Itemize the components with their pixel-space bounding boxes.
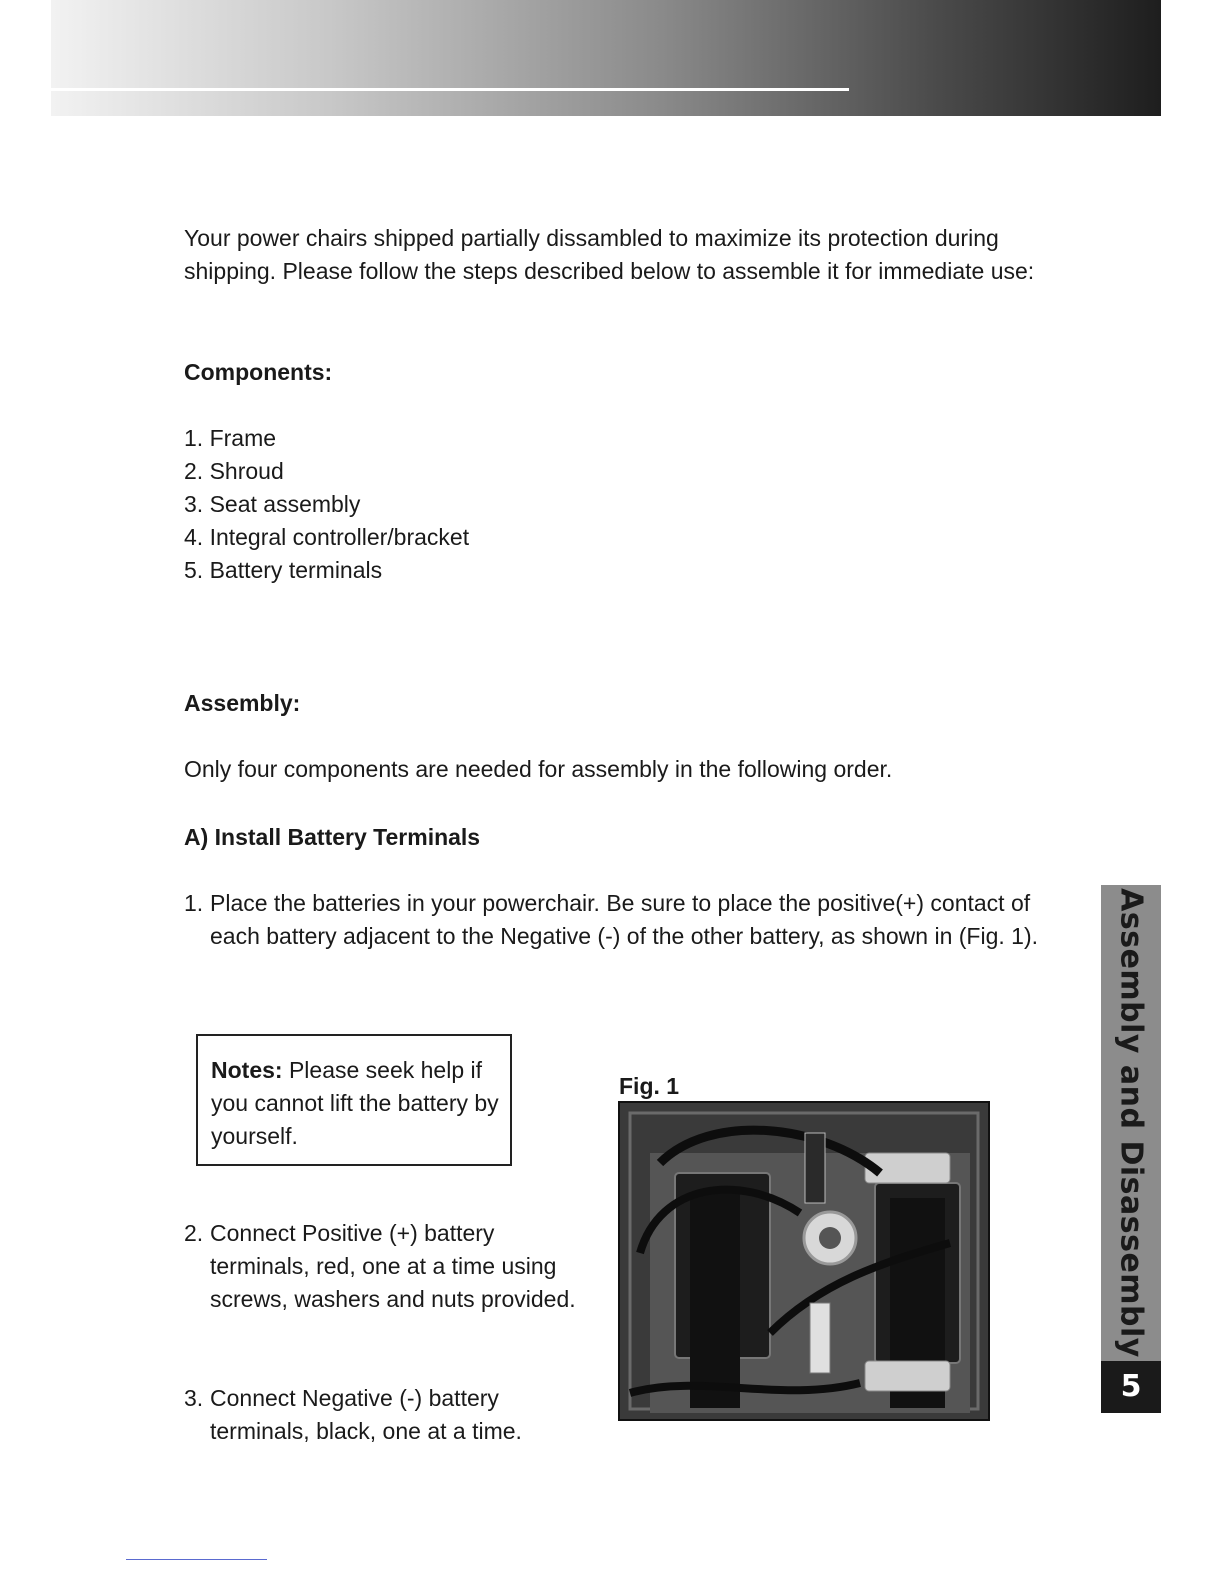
note-text: Please seek help if you cannot lift the battery by yourself. bbox=[211, 1057, 499, 1149]
header-rule bbox=[51, 88, 849, 91]
battery-photo bbox=[618, 1101, 990, 1421]
components-heading: Components: bbox=[184, 359, 333, 385]
assembly-intro: Only four components are needed for assembly in the following order. bbox=[184, 756, 893, 782]
step-number: 1. bbox=[184, 890, 204, 916]
battery-photo-illustration bbox=[620, 1103, 988, 1419]
list-item: 1. Frame bbox=[184, 425, 277, 451]
step-text: Place the batteries in your powerchair. Be sure to place the positive(+) contact of each battery adjacent to the Negative (-) of the other battery, as shown in (Fig. 1). bbox=[210, 890, 1038, 949]
step-3 bbox=[184, 1382, 584, 1448]
assembly-heading: Assembly: bbox=[184, 690, 301, 716]
note-label: Notes: bbox=[211, 1057, 283, 1083]
step-1 bbox=[184, 887, 1044, 953]
header-band bbox=[51, 0, 1161, 116]
list-item: 3. Seat assembly bbox=[184, 491, 361, 517]
section-side-tab-label: Assembly and Disassembly bbox=[1113, 888, 1149, 1358]
step-number: 3. bbox=[184, 1385, 204, 1411]
figure-label: Fig. 1 bbox=[619, 1073, 680, 1099]
list-item: 2. Shroud bbox=[184, 458, 284, 484]
footer-rule bbox=[126, 1559, 267, 1560]
page-number: 5 bbox=[1101, 1361, 1161, 1413]
step-text: Connect Positive (+) battery terminals, red, one at a time using screws, washers and nuts provided. bbox=[210, 1220, 576, 1312]
list-item: 5. Battery terminals bbox=[184, 557, 383, 583]
step-a-heading: A) Install Battery Terminals bbox=[184, 824, 481, 850]
intro-paragraph: Your power chairs shipped partially dissambled to maximize its protection during shipping. Please follow the steps described below to assemble it for immediate use: bbox=[184, 225, 1035, 284]
list-item: 4. Integral controller/bracket bbox=[184, 524, 470, 550]
step-text: Connect Negative (-) battery terminals, black, one at a time. bbox=[210, 1385, 522, 1444]
step-number: 2. bbox=[184, 1220, 204, 1246]
section-side-tab bbox=[1101, 885, 1161, 1361]
components-list bbox=[184, 422, 469, 587]
step-2 bbox=[184, 1217, 584, 1316]
note-box bbox=[196, 1034, 512, 1166]
